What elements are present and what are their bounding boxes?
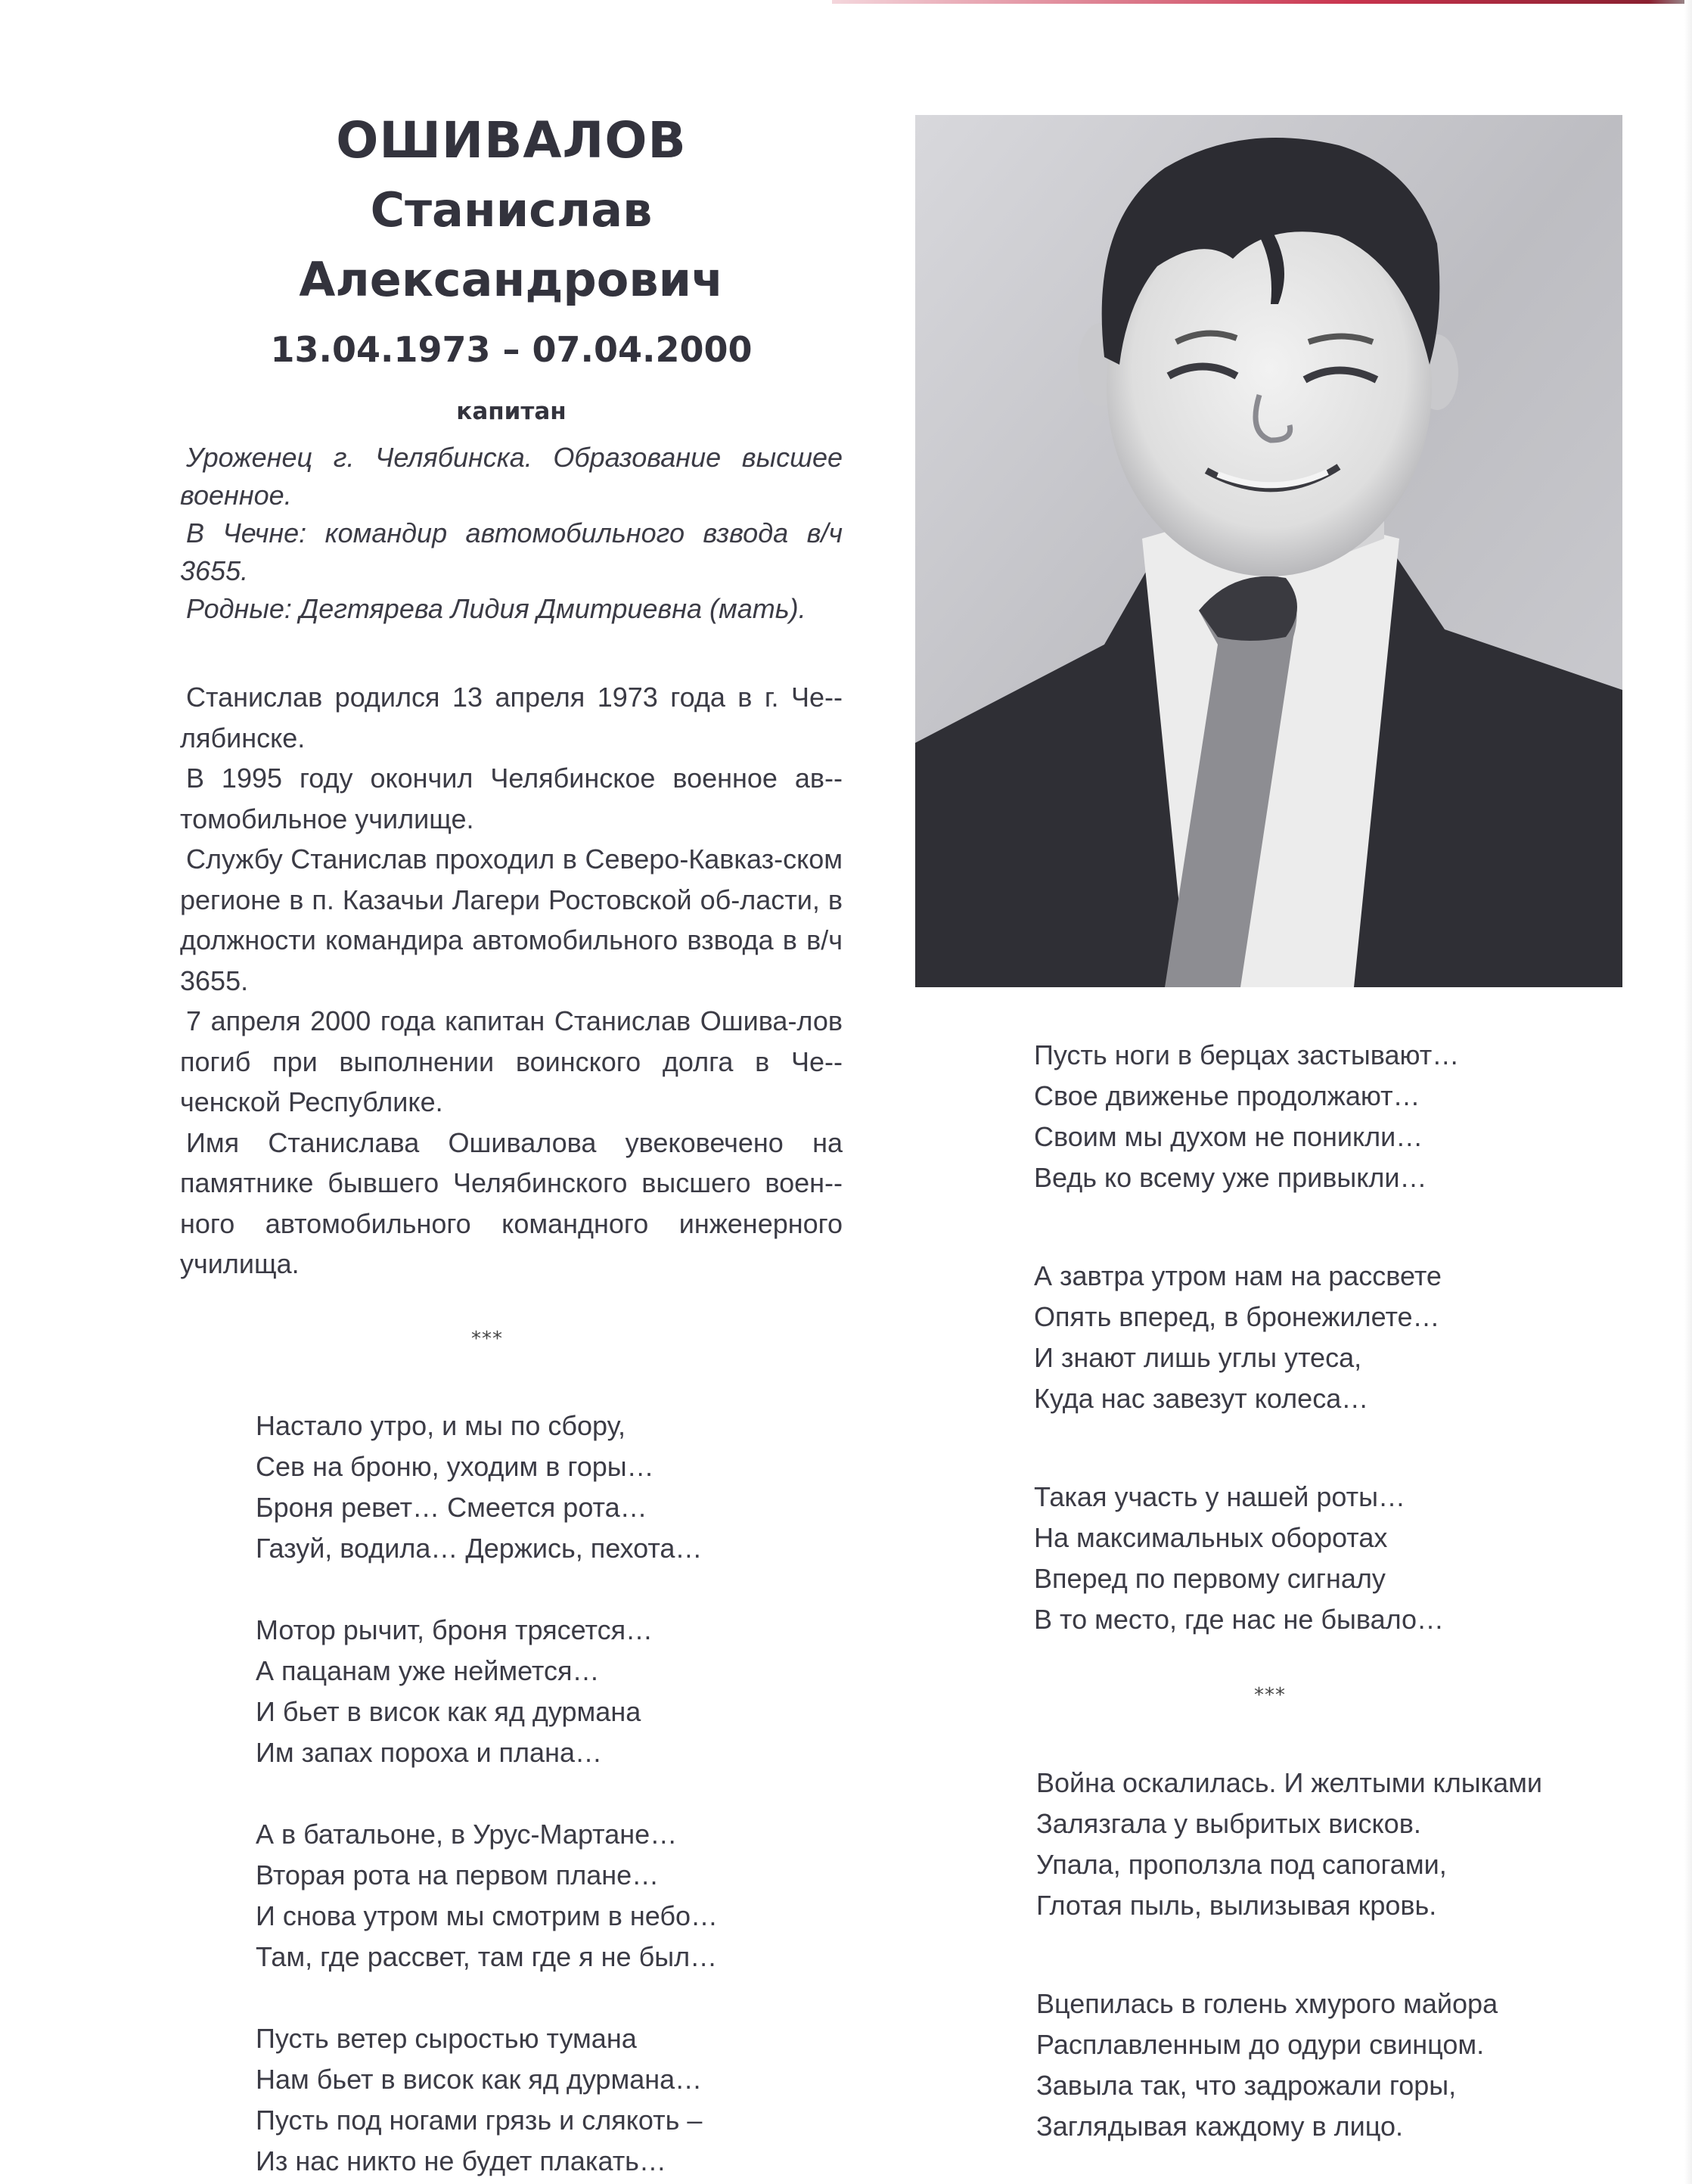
poem-line: На максимальных оборотах [1034, 1522, 1388, 1553]
poem-line: Мотор рычит, броня трясется… [256, 1614, 654, 1645]
portrait-photo [915, 115, 1622, 987]
poem-line: Своим мы духом не поникли… [1034, 1121, 1423, 1152]
surname: ОШИВАЛОВ [336, 111, 687, 169]
page-edge-accent-strip [832, 0, 1692, 4]
poem-line: Упала, проползла под сапогами, [1036, 1849, 1447, 1880]
patronymic: Александрович [299, 252, 724, 307]
poem-line: Газуй, водила… Держись, пехота… [256, 1533, 703, 1564]
poem-line: Вторая рота на первом плане… [256, 1859, 660, 1890]
bio-paragraph-education: В 1995 году окончил Челябинское военное ав-томобильное училище. [180, 763, 843, 834]
poem-line: Броня ревет… Смеется рота… [256, 1492, 647, 1523]
poem-line: Ведь ко всему уже привыкли… [1034, 1162, 1427, 1193]
info-service-chechnya: В Чечне: командир автомобильного взвода в/ч 3655. [180, 517, 843, 586]
person-header [180, 106, 843, 427]
page-edge-shadow [1684, 0, 1692, 2184]
poem-line: И снова утром мы смотрим в небо… [256, 1900, 719, 1931]
poem-line: Нам бьет в висок как яд дурмана… [256, 2064, 703, 2095]
poem-stanza [256, 1610, 718, 1773]
poem-line: В то место, где нас не бывало… [1034, 1604, 1445, 1635]
poem-line: Куда нас завезут колеса… [1034, 1383, 1369, 1414]
first-name: Станислав [370, 182, 653, 238]
poem-line: Расплавленным до одури свинцом. [1036, 2029, 1485, 2060]
poem-two [1036, 1763, 1542, 2147]
section-separator-asterisks: *** [1254, 1684, 1286, 1707]
poem-line: И знают лишь углы утеса, [1034, 1342, 1362, 1373]
poem-one-right [1034, 1035, 1459, 1640]
poem-line: И бьет в висок как яд дурмана [256, 1696, 641, 1727]
poem-line: А в батальоне, в Урус-Мартане… [256, 1819, 678, 1850]
poem-line: Свое движенье продолжают… [1034, 1080, 1420, 1111]
poem-line: Там, где рассвет, там где я не был… [256, 1941, 718, 1972]
poem-line: Залязгала у выбритых висков. [1036, 1808, 1421, 1839]
poem-line: А завтра утром нам на рассвете [1034, 1260, 1442, 1291]
poem-line: Вцепилась в голень хмурого майора [1036, 1988, 1498, 2019]
military-rank: капитан [456, 398, 567, 425]
life-dates: 13.04.1973 – 07.04.2000 [270, 329, 753, 370]
bio-paragraph-death: 7 апреля 2000 года капитан Станислав Ошива-лов погиб при выполнении воинского долга в Че-ченской Республике. [180, 1005, 843, 1117]
poem-line: Опять вперед, в бронежилете… [1034, 1301, 1440, 1332]
bio-paragraph-service: Службу Станислав проходил в Северо-Кавказ-ском регионе в п. Казачьи Лагери Ростовской об-ласти, в должности командира автомобильного взвода в в/ч 3655. [180, 843, 843, 996]
poem-line: Война оскалилась. И желтыми клыками [1036, 1767, 1543, 1798]
portrait-image [915, 115, 1622, 987]
biography [180, 677, 843, 1285]
poem-line: Настало утро, и мы по сбору, [256, 1410, 626, 1441]
poem-stanza [256, 2018, 718, 2182]
poem-line: Пусть под ногами грязь и слякоть – [256, 2105, 703, 2136]
poem-line: Вперед по первому сигналу [1034, 1563, 1386, 1594]
poem-stanza [256, 1814, 718, 1977]
poem-line: Завыла так, что задрожали горы, [1036, 2070, 1457, 2101]
poem-stanza [1034, 1256, 1459, 1419]
summary-info [180, 439, 843, 628]
poem-stanza [256, 1406, 718, 1569]
poem-stanza [1036, 1763, 1542, 1926]
info-relatives: Родные: Дегтярева Лидия Дмитриевна (мать). [186, 593, 806, 624]
info-birthplace-education: Уроженец г. Челябинска. Образование высшее военное. [180, 442, 843, 511]
section-separator-asterisks: *** [471, 1328, 503, 1350]
bio-paragraph-birth: Станислав родился 13 апреля 1973 года в г. Че-лябинске. [180, 682, 843, 753]
poem-line: Из нас никто не будет плакать… [256, 2145, 666, 2176]
bio-paragraph-memorial: Имя Станислава Ошивалова увековечено на памятнике бывшего Челябинского высшего воен-ного автомобильного командного инженерного училища. [180, 1126, 843, 1279]
poem-line: Пусть ноги в берцах застывают… [1034, 1039, 1460, 1070]
poem-line: Им запах пороха и плана… [256, 1737, 602, 1768]
poem-line: Глотая пыль, вылизывая кровь. [1036, 1890, 1437, 1921]
poem-stanza [1034, 1035, 1459, 1198]
poem-line: Такая участь у нашей роты… [1034, 1481, 1406, 1512]
poem-one-left [256, 1406, 718, 2182]
poem-line: Заглядывая каждому в лицо. [1036, 2111, 1404, 2142]
poem-stanza [1036, 1984, 1542, 2147]
poem-line: Пусть ветер сыростью тумана [256, 2023, 637, 2054]
poem-line: А пацанам уже неймется… [256, 1655, 600, 1686]
poem-stanza [1034, 1477, 1459, 1640]
poem-line: Сев на броню, уходим в горы… [256, 1451, 654, 1482]
